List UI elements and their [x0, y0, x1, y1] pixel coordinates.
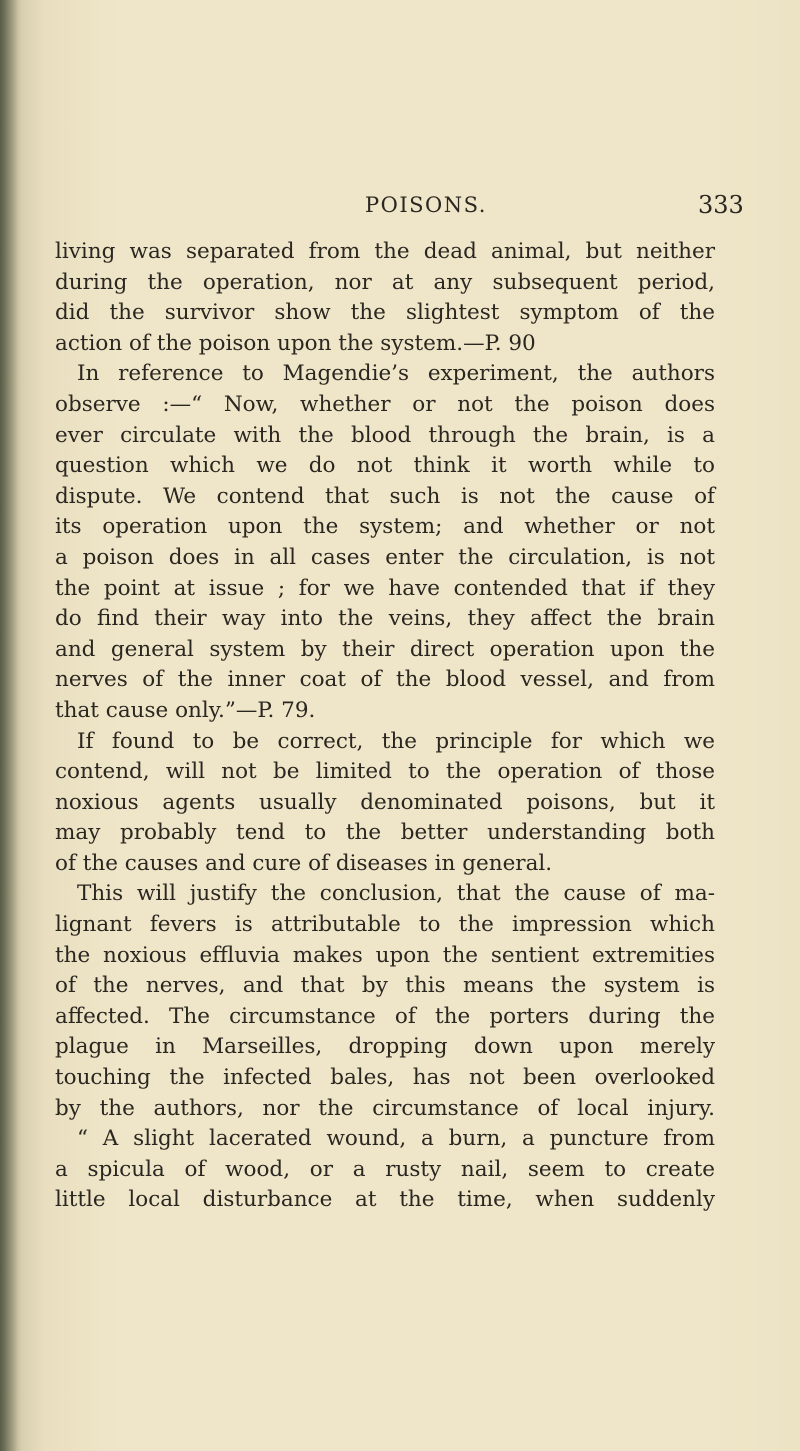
- text-line: touching the infected bales, has not been overlooked: [55, 1065, 715, 1091]
- text-line: ever circulate with the blood through the brain, is a: [55, 422, 715, 448]
- text-line: may probably tend to the better understanding both: [55, 820, 715, 846]
- text-line: by the authors, nor the circumstance of local injury.: [55, 1095, 715, 1121]
- text-line: the point at issue ; for we have contended that if they: [55, 575, 715, 601]
- text-line: little local disturbance at the time, when suddenly: [55, 1187, 715, 1213]
- text-line: do find their way into the veins, they affect the brain: [55, 606, 715, 632]
- text-line: of the nerves, and that by this means the system is: [55, 973, 715, 999]
- text-line: observe :—“ Now, whether or not the poison does: [55, 391, 715, 417]
- text-line: This will justify the conclusion, that the cause of ma-: [77, 881, 715, 907]
- text-line: question which we do not think it worth while to: [55, 453, 715, 479]
- page-header: [0, 193, 800, 223]
- text-line: nerves of the inner coat of the blood vessel, and from: [55, 667, 715, 693]
- text-line: lignant fevers is attributable to the impression which: [55, 912, 715, 938]
- text-line: a poison does in all cases enter the circulation, is not: [55, 544, 715, 570]
- text-line: living was separated from the dead animal, but neither: [55, 239, 715, 264]
- text-line: If found to be correct, the principle for which we: [77, 728, 715, 754]
- text-line: that cause only.”—P. 79.: [55, 697, 316, 723]
- page-number: 333: [698, 191, 744, 219]
- text-line: and general system by their direct operation upon the: [55, 636, 715, 662]
- text-line: contend, will not be limited to the operation of those: [55, 759, 715, 785]
- text-line: plague in Marseilles, dropping down upon merely: [55, 1034, 715, 1060]
- text-line: In reference to Magendie’s experiment, the authors: [77, 361, 715, 387]
- body-text: [55, 237, 715, 1216]
- running-head: POISONS.: [365, 193, 487, 217]
- text-line: affected. The circumstance of the porters during the: [55, 1003, 715, 1029]
- text-line: the noxious effluvia makes upon the sentient extremities: [55, 942, 715, 968]
- text-line: during the operation, nor at any subsequent period,: [55, 269, 715, 295]
- text-line: “ A slight lacerated wound, a burn, a puncture from: [77, 1126, 715, 1152]
- text-line: its operation upon the system; and whether or not: [55, 514, 715, 540]
- text-line: action of the poison upon the system.—P. 90: [55, 330, 536, 356]
- text-line: dispute. We contend that such is not the cause of: [55, 483, 715, 509]
- text-line: did the survivor show the slightest symptom of the: [55, 300, 715, 326]
- text-line: of the causes and cure of diseases in general.: [55, 850, 553, 876]
- text-line: a spicula of wood, or a rusty nail, seem to create: [55, 1156, 715, 1182]
- text-line: noxious agents usually denominated poisons, but it: [55, 789, 715, 815]
